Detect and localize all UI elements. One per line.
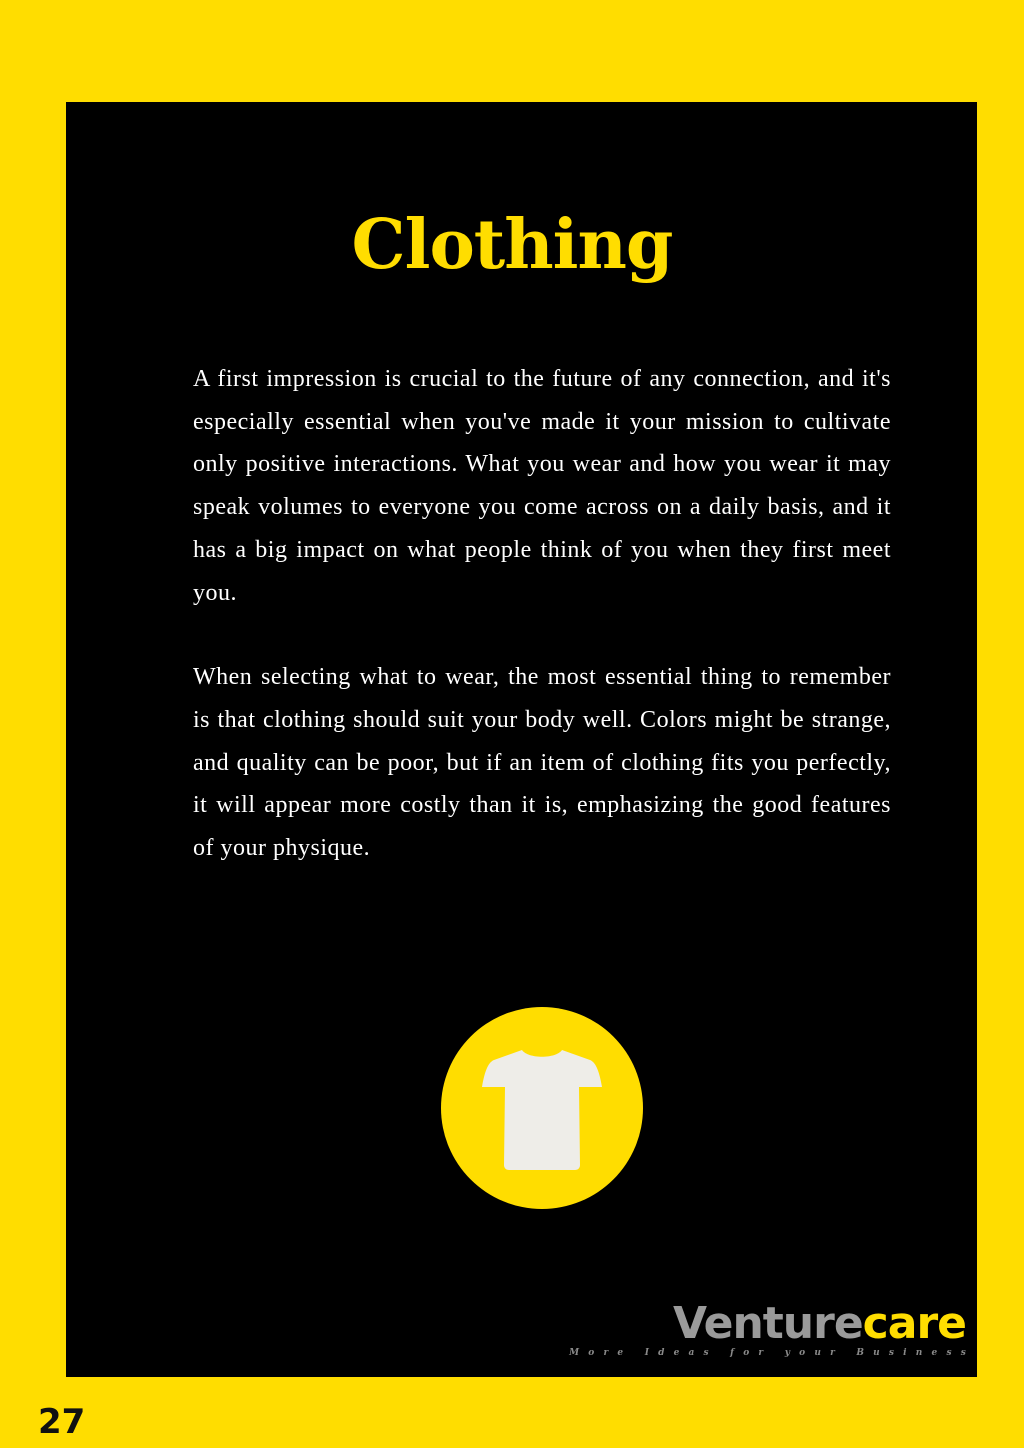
page-number: 27: [38, 1402, 86, 1442]
t-shirt-icon: [478, 1047, 606, 1171]
logo-word-part2: care: [862, 1298, 966, 1349]
logo-wordmark: [569, 1298, 966, 1350]
paragraph-1: A first impression is crucial to the future of any connection, and it's especially essential when you've made it your mission to cultivate only positive interactions. What you wear and how you wear it may speak volumes to everyone you come across on a daily basis, and it has a big impact on what people think of you when they first meet you.: [193, 366, 891, 606]
body-text: [193, 358, 891, 870]
page-title: Clothing: [351, 205, 673, 285]
venturecare-logo: [569, 1298, 975, 1358]
paragraph-2: When selecting what to wear, the most essential thing to remember is that clothing should suit your body well. Colors might be strange, and quality can be poor, but if an item of clothing fits you perfectly, it will appear more costly than it is, emphasizing the good features of your physique.: [193, 664, 891, 862]
logo-word-part1: Venture: [672, 1298, 863, 1349]
shirt-badge: [441, 1007, 643, 1209]
logo-tagline: More Ideas for your Business: [569, 1348, 975, 1358]
